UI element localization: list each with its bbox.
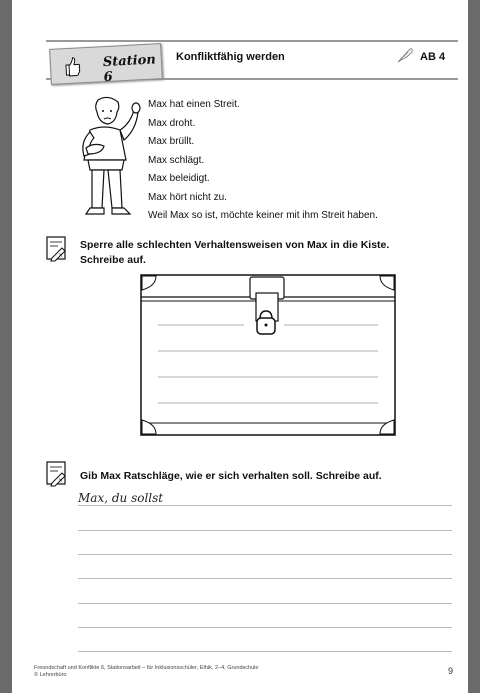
footer-line: © Lehrerbüro: [34, 672, 67, 678]
sheet-code: AB 4: [420, 51, 446, 63]
task-line: Schreibe auf.: [80, 254, 146, 266]
quill-icon: [396, 46, 414, 64]
footer-credits: [34, 665, 258, 679]
writing-line[interactable]: [78, 554, 452, 555]
handwritten-answer-start[interactable]: Max, du sollst: [78, 491, 164, 505]
page-title: Konfliktfähig werden: [176, 51, 285, 63]
story-line: Weil Max so ist, möchte keiner mit ihm Streit haben.: [148, 210, 378, 221]
story-line: Max beleidigt.: [148, 173, 210, 184]
writing-line[interactable]: [78, 627, 452, 628]
svg-text:×: ×: [58, 477, 64, 484]
writing-task-icon: [46, 461, 68, 487]
story-line: Max droht.: [148, 117, 196, 129]
page-number: 9: [448, 666, 454, 676]
task-line: Sperre alle schlechten Verhaltensweisen von Max in die Kiste.: [80, 239, 390, 251]
station-tag: [49, 43, 163, 85]
footer-line: Freundschaft und Konflikte 6, Stationsarbeit – für Inklusionsschüler, Ethik, 2–4, Grundschule: [34, 665, 259, 671]
writing-line[interactable]: [78, 578, 452, 579]
boy-illustration: [72, 96, 142, 218]
svg-text:×: ×: [58, 252, 64, 259]
story-line: Max hört nicht zu.: [148, 191, 227, 203]
story-line: Max hat einen Streit.: [148, 99, 240, 110]
writing-line[interactable]: [78, 603, 452, 604]
writing-task-icon: [46, 236, 68, 262]
task-instruction: [80, 238, 389, 268]
task-instruction: [80, 469, 382, 484]
story-line: Max schlägt.: [148, 154, 205, 166]
station-label: Station 6: [102, 52, 157, 86]
story-text: [148, 96, 378, 226]
writing-line[interactable]: [78, 651, 452, 652]
story-line: Max brüllt.: [148, 136, 195, 147]
thumbs-up-icon: [62, 54, 81, 77]
treasure-chest: [140, 273, 396, 437]
writing-line[interactable]: [78, 505, 452, 506]
writing-line[interactable]: [78, 530, 452, 531]
task-line: Gib Max Ratschläge, wie er sich verhalten soll. Schreibe auf.: [80, 470, 382, 482]
